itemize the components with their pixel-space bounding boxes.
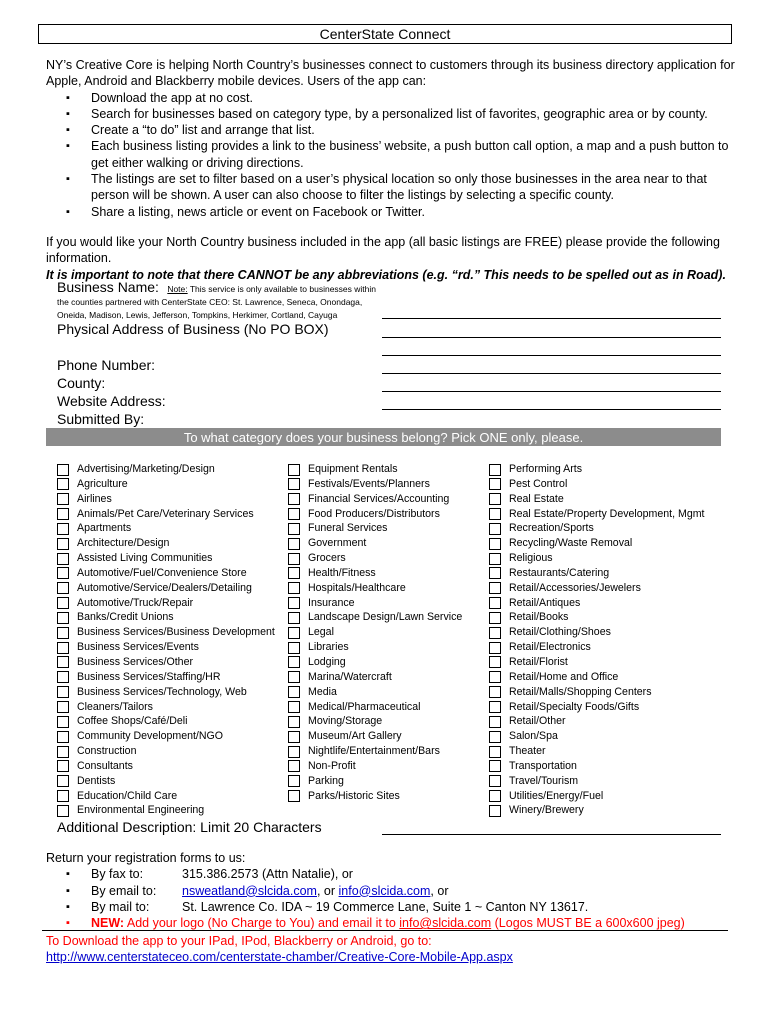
category-option[interactable]: [288, 492, 462, 507]
category-checkbox[interactable]: [57, 627, 69, 639]
category-label: Religious: [509, 552, 553, 565]
category-option[interactable]: [288, 744, 462, 759]
category-label: Retail/Books: [509, 611, 569, 624]
category-label: Banks/Credit Unions: [77, 611, 174, 624]
category-checkbox[interactable]: [288, 508, 300, 520]
category-option[interactable]: [57, 566, 275, 581]
category-label: Automotive/Truck/Repair: [77, 596, 194, 609]
category-label: Retail/Home and Office: [509, 670, 619, 683]
category-checkbox[interactable]: [288, 523, 300, 535]
note-text: This service is only available to businesses within the counties partnered with CenterState CEO: St. Lawrence, Seneca, Onondaga, Oneida, Madison, Lewis, Jefferson, Tompkins, Herkimer, Cortland, Cayuga: [57, 284, 377, 320]
category-checkbox[interactable]: [288, 478, 300, 490]
category-label: Business Services/Other: [77, 655, 193, 668]
category-checkbox[interactable]: [489, 716, 501, 728]
category-checkbox[interactable]: [288, 612, 300, 624]
category-checkbox[interactable]: [288, 746, 300, 758]
category-checkbox[interactable]: [288, 686, 300, 698]
category-label: Restaurants/Catering: [509, 566, 610, 579]
submitted-by-label: Submitted By:: [57, 411, 145, 427]
fax-label: By fax to:: [91, 867, 144, 882]
mail-row: [46, 899, 746, 915]
category-checkbox[interactable]: [57, 775, 69, 787]
category-option[interactable]: [288, 551, 462, 566]
email-tail: , or: [430, 883, 449, 898]
mail-value: St. Lawrence Co. IDA ~ 19 Commerce Lane, Suite 1 ~ Canton NY 13617.: [182, 899, 589, 914]
category-checkbox[interactable]: [489, 701, 501, 713]
category-option[interactable]: [288, 700, 462, 715]
category-checkbox[interactable]: [288, 493, 300, 505]
intro-section: [46, 57, 736, 220]
category-checkbox[interactable]: [57, 553, 69, 565]
category-option[interactable]: [288, 714, 462, 729]
category-label: Retail/Specialty Foods/Gifts: [509, 700, 640, 713]
category-checkbox[interactable]: [288, 567, 300, 579]
category-option[interactable]: [57, 536, 275, 551]
additional-description-label: Additional Description: Limit 20 Characters: [57, 819, 322, 835]
category-option[interactable]: [288, 596, 462, 611]
category-checkbox[interactable]: [489, 790, 501, 802]
download-text: To Download the app to your IPad, IPod, Blackberry or Android, go to:: [46, 934, 432, 948]
category-checkbox[interactable]: [489, 582, 501, 594]
category-checkbox[interactable]: [489, 656, 501, 668]
category-option[interactable]: [57, 759, 275, 774]
category-checkbox[interactable]: [288, 731, 300, 743]
category-option[interactable]: [57, 789, 275, 804]
category-option[interactable]: [57, 492, 275, 507]
category-option[interactable]: [288, 640, 462, 655]
category-option[interactable]: [57, 655, 275, 670]
email-link-2[interactable]: info@slcida.com: [338, 883, 431, 898]
category-checkbox[interactable]: [489, 686, 501, 698]
category-option[interactable]: [57, 714, 275, 729]
address-label: Physical Address of Business (No PO BOX): [57, 321, 329, 337]
category-label: Cleaners/Tailors: [77, 700, 153, 713]
business-name-label: Business Name:: [57, 279, 159, 295]
category-column-3: [489, 462, 704, 818]
intro-bullet: ▪ Create a “to do” list and arrange that list.: [46, 122, 736, 138]
category-option[interactable]: [489, 774, 704, 789]
category-option[interactable]: [288, 655, 462, 670]
category-label: Retail/Malls/Shopping Centers: [509, 685, 652, 698]
category-label: Equipment Rentals: [308, 463, 398, 475]
category-checkbox[interactable]: [57, 523, 69, 535]
category-label: Parks/Historic Sites: [308, 789, 400, 802]
category-checkbox[interactable]: [288, 597, 300, 609]
category-option[interactable]: [57, 729, 275, 744]
category-checkbox[interactable]: [288, 642, 300, 654]
category-option[interactable]: [489, 596, 704, 611]
address-field-line-1[interactable]: [382, 337, 721, 338]
category-checkbox[interactable]: [57, 656, 69, 668]
download-section: [46, 933, 513, 966]
category-option[interactable]: [489, 714, 704, 729]
category-checkbox[interactable]: [57, 701, 69, 713]
category-checkbox[interactable]: [288, 716, 300, 728]
category-label: Construction: [77, 745, 137, 758]
category-option[interactable]: [288, 566, 462, 581]
category-column-2: [288, 462, 462, 803]
category-checkbox[interactable]: [57, 493, 69, 505]
category-label: Salon/Spa: [509, 730, 558, 743]
category-option[interactable]: [288, 610, 462, 625]
category-label: Business Services/Events: [77, 641, 199, 654]
category-checkbox[interactable]: [288, 790, 300, 802]
category-checkbox[interactable]: [57, 612, 69, 624]
category-checkbox[interactable]: [489, 567, 501, 579]
category-checkbox[interactable]: [57, 464, 69, 476]
category-checkbox[interactable]: [57, 686, 69, 698]
category-checkbox[interactable]: [489, 553, 501, 565]
category-option[interactable]: [288, 536, 462, 551]
category-checkbox[interactable]: [489, 612, 501, 624]
category-option[interactable]: [489, 685, 704, 700]
category-option[interactable]: [288, 759, 462, 774]
category-label: Performing Arts: [509, 463, 583, 475]
address-field-line-2[interactable]: [382, 355, 721, 356]
category-option[interactable]: [288, 477, 462, 492]
category-label: Automotive/Fuel/Convenience Store: [77, 566, 247, 579]
category-checkbox[interactable]: [57, 805, 69, 817]
category-checkbox[interactable]: [57, 760, 69, 772]
intro-bullet: ▪ The listings are set to filter based on a user’s physical location so only those businesses in the area near to that person will be shown. A user can also choose to filter the listings by selecting a specific county.: [46, 171, 736, 204]
intro-text: NY’s Creative Core is helping North Country’s businesses connect to customers through its business directory application for Apple, Android and Blackberry mobile devices. Users of the app can:: [46, 58, 735, 89]
intro-bullet: ▪ Each business listing provides a link to the business’ website, a push button call option, a map and a push button to get either walking or driving directions.: [46, 138, 736, 171]
category-label: Financial Services/Accounting: [308, 492, 450, 505]
category-option[interactable]: [57, 610, 275, 625]
category-label: Hospitals/Healthcare: [308, 581, 406, 594]
category-option[interactable]: [57, 507, 275, 522]
category-option[interactable]: [489, 655, 704, 670]
category-label: Libraries: [308, 641, 349, 654]
email-label: By email to:: [91, 883, 157, 898]
category-option[interactable]: [288, 670, 462, 685]
category-option[interactable]: [57, 462, 275, 477]
category-checkbox[interactable]: [57, 746, 69, 758]
category-checkbox[interactable]: [489, 478, 501, 490]
category-checkbox[interactable]: [288, 627, 300, 639]
category-option[interactable]: [489, 700, 704, 715]
category-checkbox[interactable]: [288, 760, 300, 772]
category-label: Coffee Shops/Café/Deli: [77, 715, 188, 728]
email-separator: , or: [316, 883, 339, 898]
category-label: Retail/Antiques: [509, 596, 581, 609]
category-label: Environmental Engineering: [77, 804, 205, 817]
intro-bullet: ▪ Search for businesses based on category type, by a personalized list of favorites, geographic area or by county.: [46, 106, 736, 122]
new-label: NEW:: [91, 916, 125, 931]
category-label: Recycling/Waste Removal: [509, 537, 633, 550]
category-checkbox[interactable]: [57, 716, 69, 728]
category-checkbox[interactable]: [489, 627, 501, 639]
category-label: Dentists: [77, 774, 116, 787]
category-checkbox[interactable]: [489, 671, 501, 683]
category-option[interactable]: [57, 625, 275, 640]
intro-bullet: ▪ Download the app at no cost.: [46, 90, 736, 106]
category-header: To what category does your business belong? Pick ONE only, please.: [46, 428, 721, 446]
website-field[interactable]: [382, 409, 721, 410]
category-label: Assisted Living Communities: [77, 552, 213, 565]
category-label: Pest Control: [509, 477, 568, 490]
download-link[interactable]: http://www.centerstateceo.com/centerstate-chamber/Creative-Core-Mobile-App.aspx: [46, 950, 513, 965]
category-option[interactable]: [57, 596, 275, 611]
category-option[interactable]: [288, 625, 462, 640]
category-option[interactable]: [489, 803, 704, 818]
category-label: Real Estate/Property Development, Mgmt: [509, 507, 705, 520]
category-label: Transportation: [509, 759, 577, 772]
category-checkbox[interactable]: [288, 553, 300, 565]
category-label: Government: [308, 537, 367, 550]
category-label: Retail/Electronics: [509, 641, 591, 654]
category-option[interactable]: [288, 581, 462, 596]
category-checkbox[interactable]: [57, 478, 69, 490]
category-option[interactable]: [489, 610, 704, 625]
category-label: Insurance: [308, 596, 355, 609]
category-option[interactable]: [489, 625, 704, 640]
category-label: Travel/Tourism: [509, 774, 579, 787]
category-option[interactable]: [288, 729, 462, 744]
category-option[interactable]: [489, 789, 704, 804]
category-label: Airlines: [77, 492, 112, 505]
category-option[interactable]: [288, 507, 462, 522]
category-option[interactable]: [57, 685, 275, 700]
category-option[interactable]: [489, 521, 704, 536]
category-label: Grocers: [308, 552, 346, 565]
category-option[interactable]: [489, 507, 704, 522]
category-label: Business Services/Technology, Web: [77, 685, 247, 698]
email-link-1[interactable]: nsweatland@slcida.com: [182, 883, 317, 898]
category-label: Architecture/Design: [77, 537, 170, 550]
divider: [42, 930, 728, 931]
category-option[interactable]: [288, 789, 462, 804]
return-section: [46, 850, 746, 931]
category-label: Non-Profit: [308, 759, 356, 772]
intro-bullet: ▪ Share a listing, news article or event on Facebook or Twitter.: [46, 204, 736, 220]
category-label: Education/Child Care: [77, 789, 178, 802]
category-label: Business Services/Business Development: [77, 626, 275, 639]
category-label: Landscape Design/Lawn Service: [308, 611, 463, 624]
category-checkbox[interactable]: [489, 775, 501, 787]
phone-field[interactable]: [382, 373, 721, 374]
instructions: [46, 234, 746, 283]
category-option[interactable]: [57, 700, 275, 715]
category-checkbox[interactable]: [288, 464, 300, 476]
category-option[interactable]: [57, 640, 275, 655]
category-checkbox[interactable]: [57, 731, 69, 743]
category-option[interactable]: [489, 670, 704, 685]
category-checkbox[interactable]: [288, 775, 300, 787]
category-option[interactable]: [489, 744, 704, 759]
category-label: Food Producers/Distributors: [308, 507, 440, 520]
category-label: Winery/Brewery: [509, 804, 584, 817]
category-option[interactable]: [288, 685, 462, 700]
category-label: Marina/Watercraft: [308, 670, 392, 683]
category-label: Moving/Storage: [308, 715, 383, 728]
category-checkbox[interactable]: [57, 582, 69, 594]
category-checkbox[interactable]: [489, 464, 501, 476]
category-option[interactable]: [489, 477, 704, 492]
new-tail: (Logos MUST BE a 600x600 jpeg): [491, 916, 685, 931]
category-label: Parking: [308, 774, 344, 787]
category-checkbox[interactable]: [288, 582, 300, 594]
category-label: Media: [308, 685, 337, 698]
category-option[interactable]: [489, 462, 704, 477]
category-label: Utilities/Energy/Fuel: [509, 789, 604, 802]
category-checkbox[interactable]: [489, 731, 501, 743]
category-option[interactable]: [489, 581, 704, 596]
county-field[interactable]: [382, 391, 721, 392]
category-checkbox[interactable]: [489, 805, 501, 817]
category-checkbox[interactable]: [288, 656, 300, 668]
fax-row: [46, 866, 746, 882]
category-checkbox[interactable]: [489, 760, 501, 772]
category-checkbox[interactable]: [489, 493, 501, 505]
logo-email-link[interactable]: info@slcida.com: [399, 916, 492, 931]
category-label: Lodging: [308, 655, 346, 668]
category-option[interactable]: [489, 536, 704, 551]
category-option[interactable]: [57, 803, 275, 818]
email-row: [46, 883, 746, 899]
category-label: Business Services/Staffing/HR: [77, 670, 221, 683]
category-checkbox[interactable]: [288, 671, 300, 683]
category-label: Advertising/Marketing/Design: [77, 463, 215, 475]
mail-label: By mail to:: [91, 899, 150, 914]
category-label: Retail/Accessories/Jewelers: [509, 581, 641, 594]
category-option[interactable]: [57, 477, 275, 492]
category-option[interactable]: [288, 462, 462, 477]
note-label: Note:: [167, 284, 188, 294]
category-option[interactable]: [489, 492, 704, 507]
category-option[interactable]: [489, 566, 704, 581]
category-checkbox[interactable]: [57, 538, 69, 550]
document-title: CenterState Connect: [38, 24, 732, 44]
category-label: Retail/Other: [509, 715, 566, 728]
category-checkbox[interactable]: [288, 538, 300, 550]
category-checkbox[interactable]: [57, 508, 69, 520]
category-checkbox[interactable]: [57, 567, 69, 579]
category-label: Automotive/Service/Dealers/Detailing: [77, 581, 252, 594]
fax-value: 315.386.2573 (Attn Natalie), or: [182, 867, 353, 882]
category-option[interactable]: [288, 774, 462, 789]
category-option[interactable]: [57, 670, 275, 685]
category-option[interactable]: [489, 551, 704, 566]
category-checkbox[interactable]: [489, 538, 501, 550]
category-option[interactable]: [288, 521, 462, 536]
category-label: Real Estate: [509, 492, 564, 505]
category-checkbox[interactable]: [489, 508, 501, 520]
category-label: Theater: [509, 745, 546, 758]
category-label: Legal: [308, 626, 334, 639]
additional-description-field[interactable]: [382, 834, 721, 835]
business-name-field[interactable]: [382, 318, 721, 319]
category-label: Agriculture: [77, 477, 128, 490]
category-option[interactable]: [57, 551, 275, 566]
category-label: Recreation/Sports: [509, 522, 594, 535]
category-checkbox[interactable]: [57, 597, 69, 609]
category-option[interactable]: [57, 744, 275, 759]
phone-label: Phone Number:: [57, 357, 156, 373]
category-label: Apartments: [77, 522, 132, 535]
category-checkbox[interactable]: [489, 642, 501, 654]
category-checkbox[interactable]: [489, 746, 501, 758]
category-label: Community Development/NGO: [77, 730, 224, 743]
category-checkbox[interactable]: [489, 523, 501, 535]
category-label: Animals/Pet Care/Veterinary Services: [77, 507, 254, 520]
new-text: Add your logo (No Charge to You) and email it to: [124, 916, 400, 931]
category-label: Consultants: [77, 759, 133, 772]
county-label: County:: [57, 375, 106, 391]
category-option[interactable]: [57, 774, 275, 789]
category-label: Retail/Florist: [509, 655, 568, 668]
category-checkbox[interactable]: [57, 642, 69, 654]
category-checkbox[interactable]: [288, 701, 300, 713]
category-option[interactable]: [489, 640, 704, 655]
category-option[interactable]: [489, 759, 704, 774]
category-label: Retail/Clothing/Shoes: [509, 626, 611, 639]
category-label: Nightlife/Entertainment/Bars: [308, 745, 440, 758]
abbreviation-warning: It is important to note that there CANNOT be any abbreviations (e.g. “rd.” This needs to be spelled out as in Road).: [46, 267, 726, 282]
category-label: Festivals/Events/Planners: [308, 477, 430, 490]
category-checkbox[interactable]: [489, 597, 501, 609]
instructions-text: If you would like your North Country business included in the app (all basic listings are FREE) please provide the following information.: [46, 235, 720, 266]
category-checkbox[interactable]: [57, 671, 69, 683]
website-label: Website Address:: [57, 393, 166, 409]
category-checkbox[interactable]: [57, 790, 69, 802]
category-option[interactable]: [57, 521, 275, 536]
category-label: Health/Fitness: [308, 566, 376, 579]
category-label: Museum/Art Gallery: [308, 730, 402, 743]
category-option[interactable]: [57, 581, 275, 596]
business-name-block: [57, 281, 387, 322]
return-heading: Return your registration forms to us:: [46, 851, 246, 865]
category-label: Funeral Services: [308, 522, 388, 535]
category-option[interactable]: [489, 729, 704, 744]
category-column-1: [57, 462, 275, 818]
category-label: Medical/Pharmaceutical: [308, 700, 421, 713]
